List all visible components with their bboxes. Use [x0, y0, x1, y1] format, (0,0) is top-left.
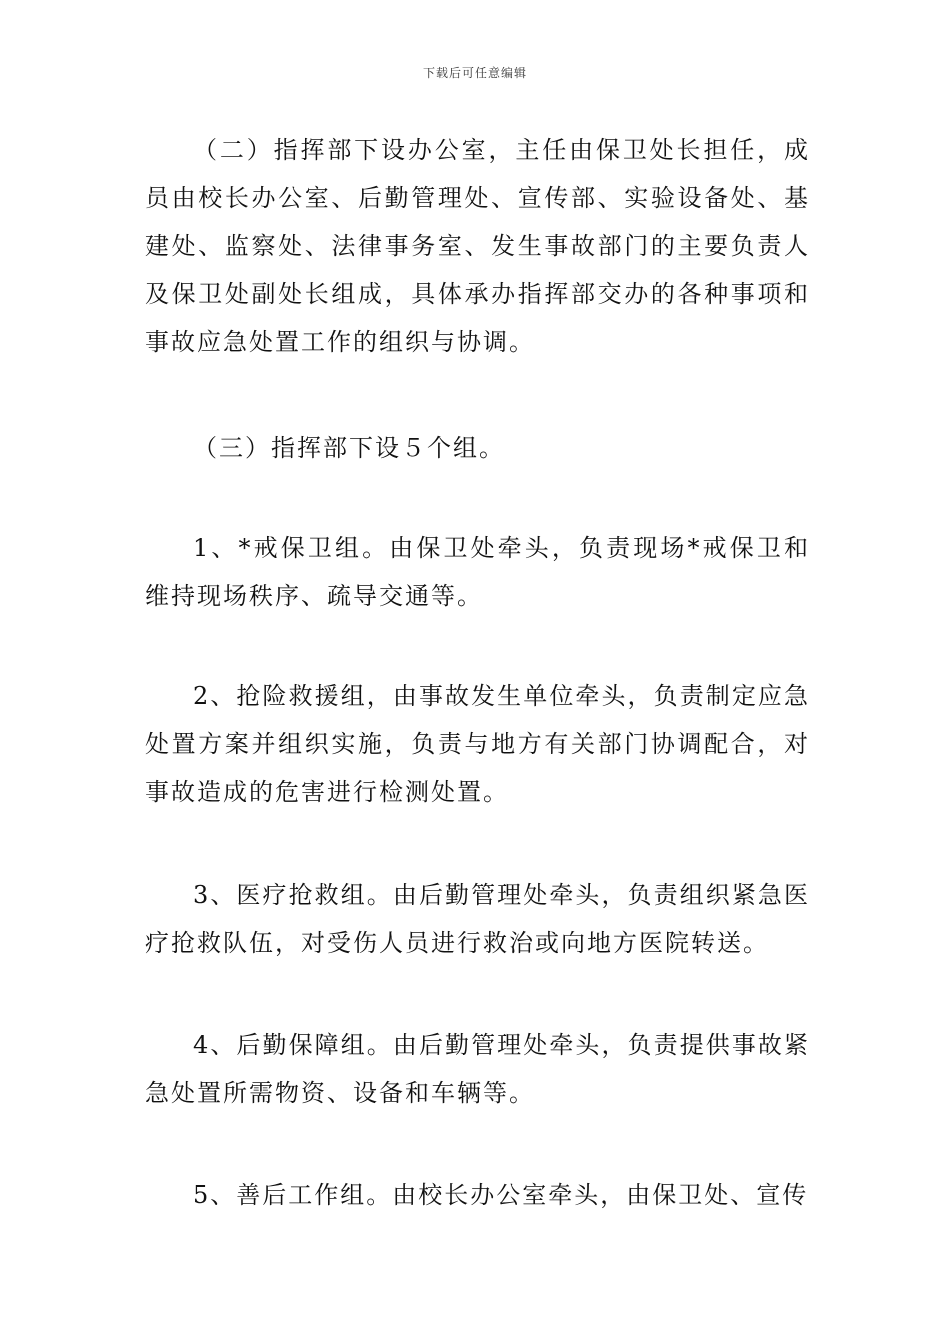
page-header: 下载后可任意编辑: [422, 66, 527, 80]
paragraph-logistics-group: 4、后勤保障组。由后勤管理处牵头，负责提供事故紧急处置所需物资、设备和车辆等。: [145, 1031, 810, 1107]
paragraph-five-groups: （三）指挥部下设５个组。: [193, 434, 505, 462]
paragraph-security-group: 1、*戒保卫组。由保卫处牵头，负责现场*戒保卫和维持现场秩序、疏导交通等。: [145, 534, 810, 610]
paragraph-aftermath-group: 5、善后工作组。由校长办公室牵头，由保卫处、宣传: [193, 1181, 809, 1209]
paragraph-command-office: （二）指挥部下设办公室，主任由保卫处长担任，成员由校长办公室、后勤管理处、宣传部、实验设备处、基建处、监察处、法律事务室、发生事故部门的主要负责人及保卫处副处长组成，具体承办指挥部交办的各种事项和事故应急处置工作的组织与协调。: [145, 136, 810, 356]
paragraph-medical-group: 3、医疗抢救组。由后勤管理处牵头，负责组织紧急医疗抢救队伍，对受伤人员进行救治或向地方医院转送。: [145, 881, 810, 957]
paragraph-rescue-group: 2、抢险救援组，由事故发生单位牵头，负责制定应急处置方案并组织实施，负责与地方有关部门协调配合，对事故造成的危害进行检测处置。: [145, 682, 810, 806]
